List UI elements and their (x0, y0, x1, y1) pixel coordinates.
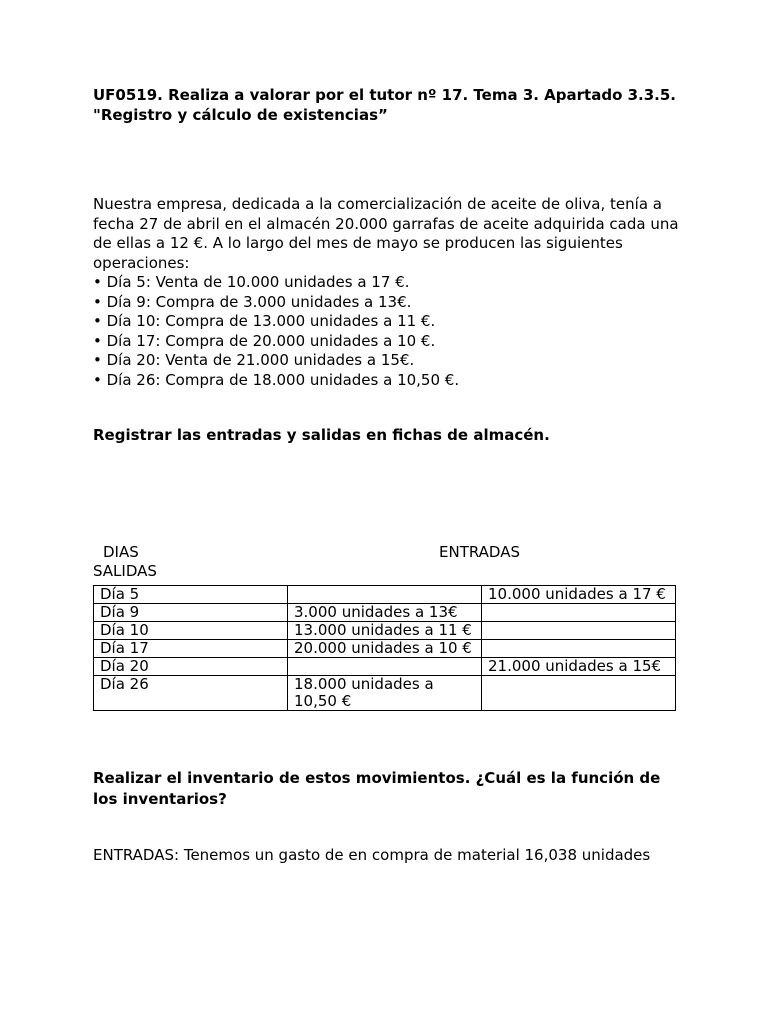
cell-salida (482, 603, 676, 621)
table-header-labels (93, 543, 683, 583)
table-row (94, 675, 676, 710)
header-entradas: ENTRADAS (439, 542, 521, 561)
cell-salida: 21.000 unidades a 15€ (482, 657, 676, 675)
cell-dia: Día 9 (94, 603, 288, 621)
cell-entrada: 13.000 unidades a 11 € (288, 621, 482, 639)
header-dias: DIAS (103, 542, 139, 561)
cell-salida (482, 675, 676, 710)
answer-paragraph: ENTRADAS: Tenemos un gasto de en compra de material 16,038 unidades (93, 845, 651, 864)
cell-salida (482, 621, 676, 639)
table-row (94, 585, 676, 603)
operation-item: • Día 17: Compra de 20.000 unidades a 10 €. (93, 331, 436, 350)
document-page (93, 86, 683, 865)
document-title: UF0519. Realiza a valorar por el tutor nº 17. Tema 3. Apartado 3.3.5. "Registro y cálculo de existencias” (93, 86, 677, 124)
cell-dia: Día 20 (94, 657, 288, 675)
operation-item: • Día 10: Compra de 13.000 unidades a 11 €. (93, 312, 436, 330)
intro-paragraph: Nuestra empresa, dedicada a la comercialización de aceite de oliva, tenía a fecha 27 de abril en el almacén 20.000 garrafas de aceite adquirida cada una de ellas a 12 €. A lo largo del mes de mayo se producen las siguientes operaciones: (93, 195, 679, 272)
operation-item: • Día 20: Venta de 21.000 unidades a 15€. (93, 351, 415, 369)
cell-salida: 10.000 unidades a 17 € (482, 585, 676, 603)
cell-dia: Día 26 (94, 675, 288, 710)
table-row (94, 639, 676, 657)
intro-section (93, 195, 683, 390)
cell-salida (482, 639, 676, 657)
fichas-almacen-table (93, 585, 676, 711)
cell-dia: Día 17 (94, 639, 288, 657)
cell-dia: Día 10 (94, 621, 288, 639)
operation-item: • Día 26: Compra de 18.000 unidades a 10,50 €. (93, 370, 460, 389)
cell-entrada (288, 657, 482, 675)
operations-list (93, 273, 683, 390)
cell-dia: Día 5 (94, 585, 288, 603)
table-row (94, 603, 676, 621)
table-row (94, 621, 676, 639)
cell-entrada (288, 585, 482, 603)
cell-entrada: 3.000 unidades a 13€ (288, 603, 482, 621)
operation-item: • Día 9: Compra de 3.000 unidades a 13€. (93, 292, 412, 311)
header-salidas: SALIDAS (93, 562, 157, 580)
cell-entrada: 20.000 unidades a 10 € (288, 639, 482, 657)
task-inventario-heading: Realizar el inventario de estos movimientos. ¿Cuál es la función de los inventarios? (93, 768, 661, 808)
operation-item: • Día 5: Venta de 10.000 unidades a 17 €. (93, 273, 410, 291)
cell-entrada: 18.000 unidades a 10,50 € (288, 675, 482, 710)
task-registrar-heading: Registrar las entradas y salidas en fichas de almacén. (93, 426, 550, 444)
table-row (94, 657, 676, 675)
